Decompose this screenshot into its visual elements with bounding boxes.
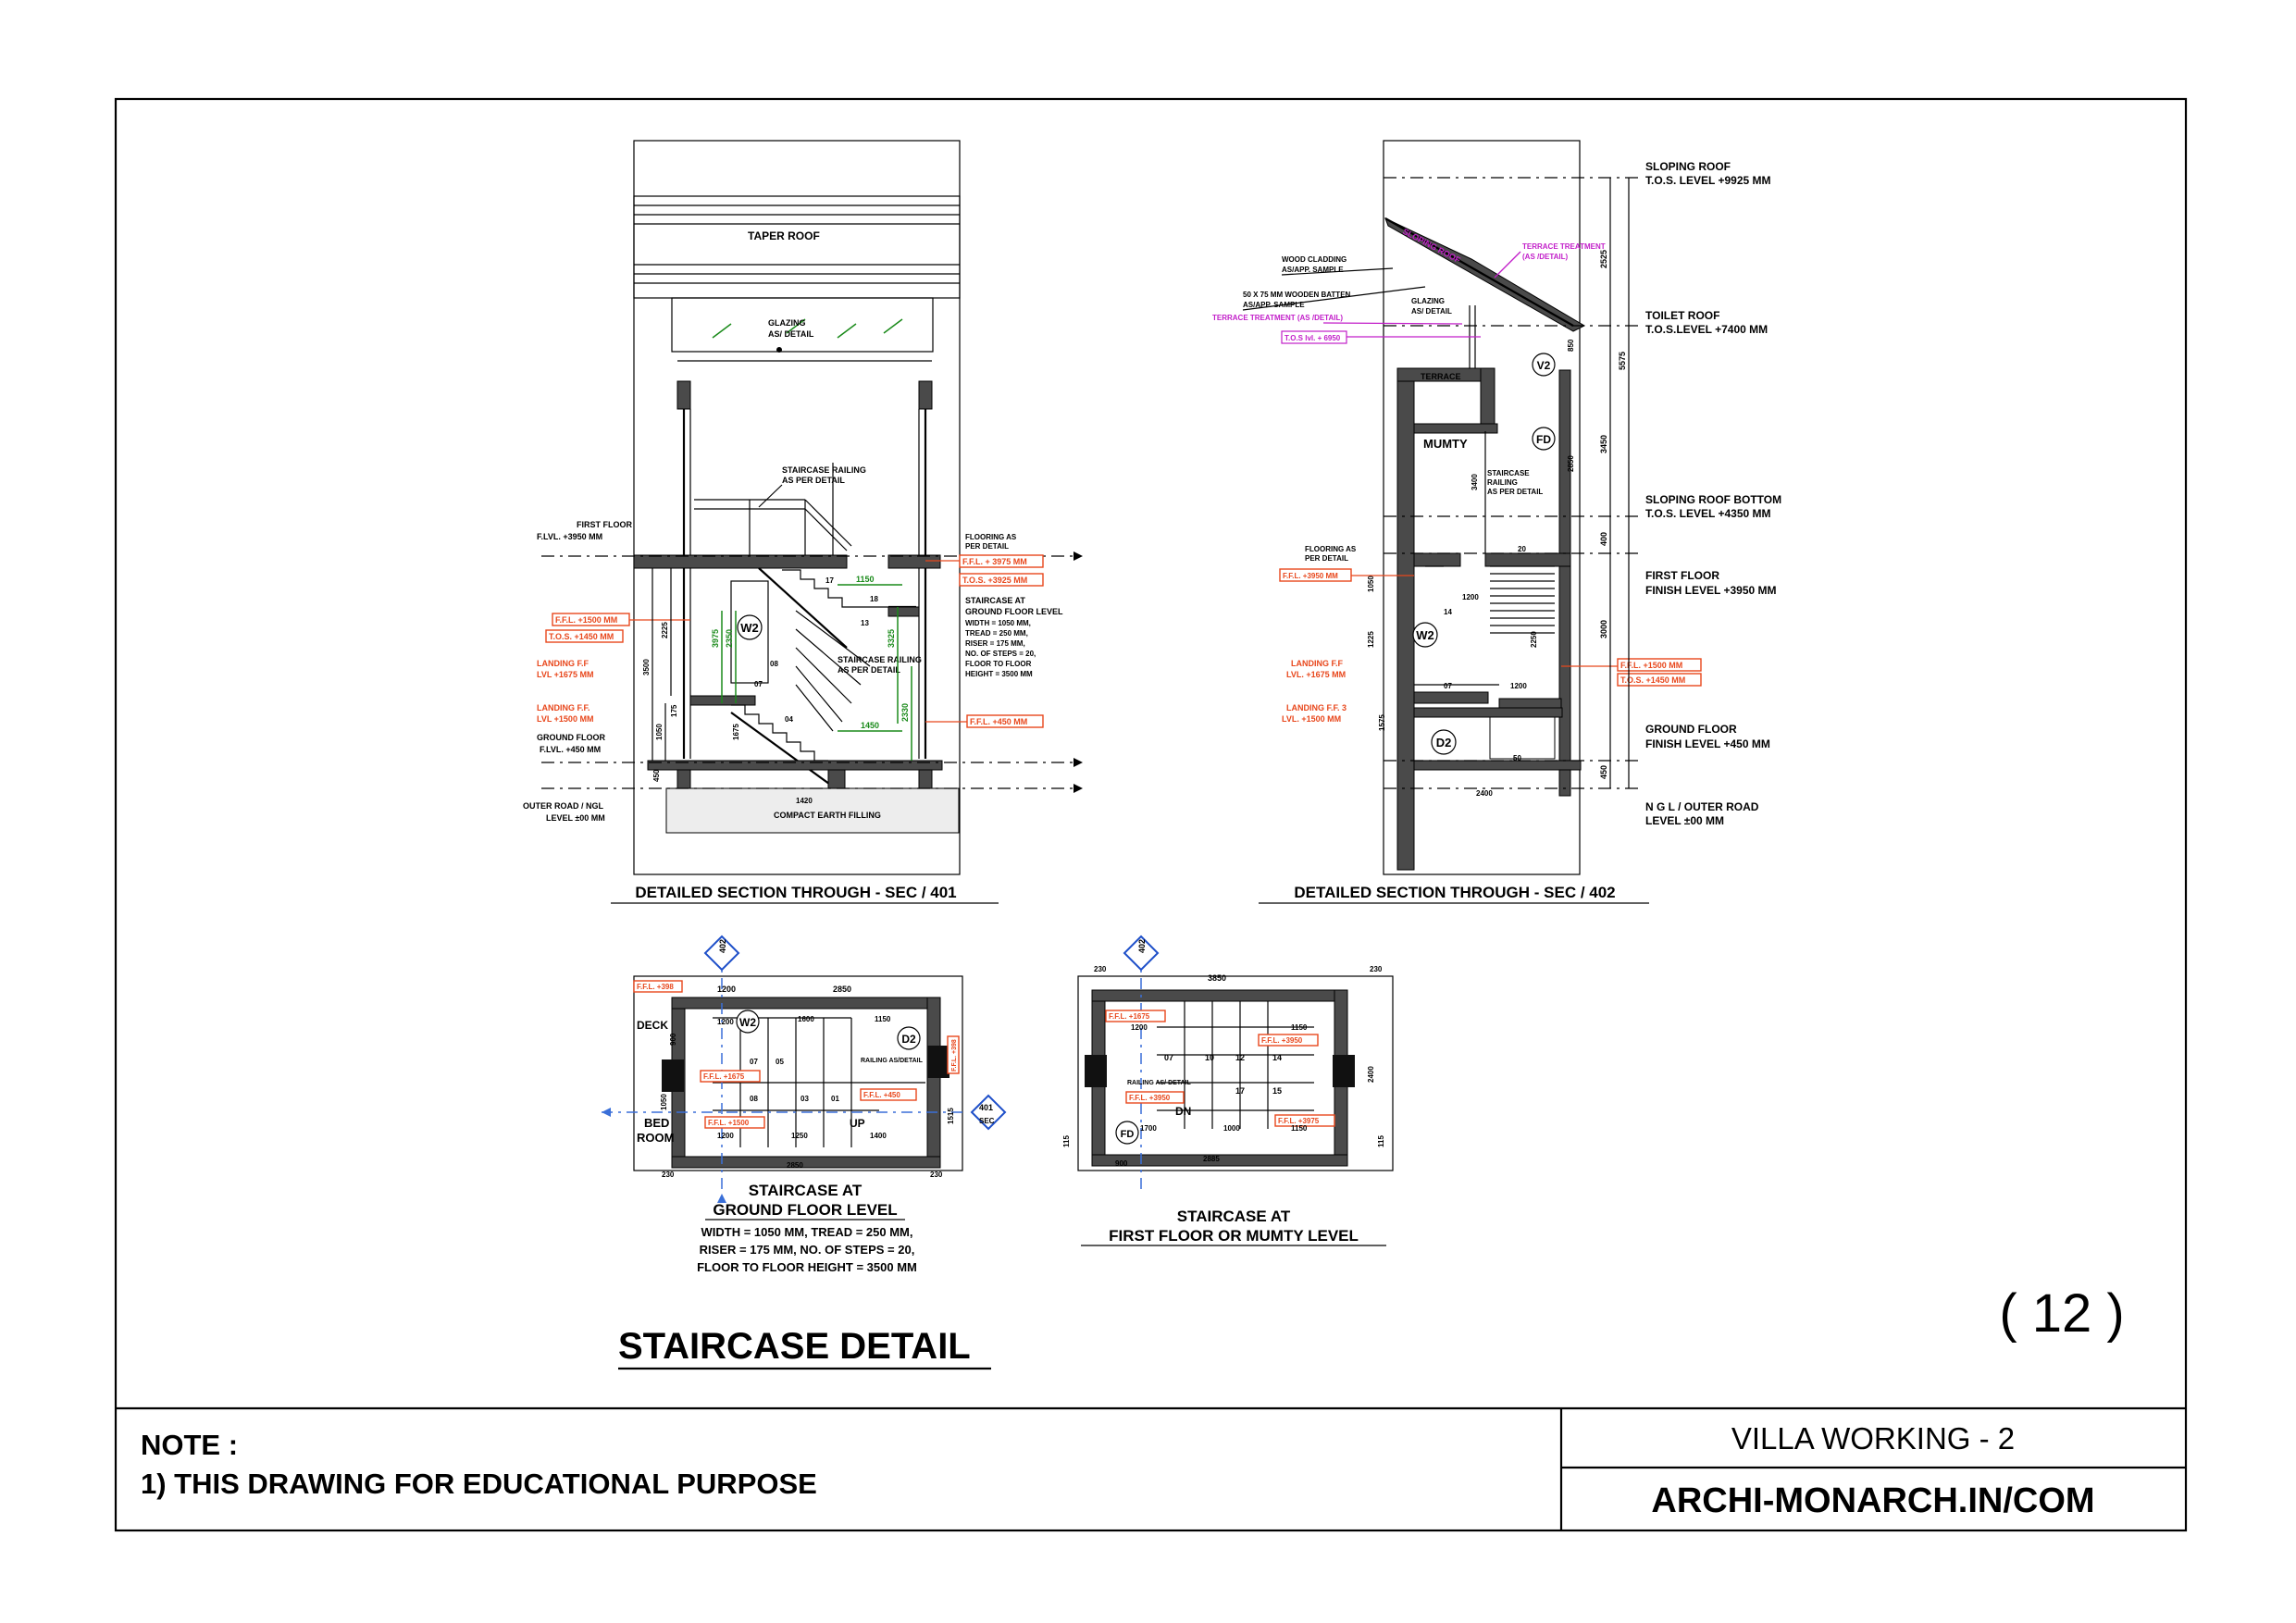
window-w2-tag: W2 xyxy=(740,621,759,635)
sec-tag-401: 401 xyxy=(979,1103,994,1112)
dim-2250-402: 2250 xyxy=(1530,631,1538,648)
fp-dim-230b: 230 xyxy=(1370,965,1383,973)
step-14-402: 14 xyxy=(1444,608,1452,616)
fp-dim-115: 115 xyxy=(1062,1135,1071,1147)
landing-1-value: LVL +1675 MM xyxy=(537,670,594,679)
road-level-value: LEVEL ±00 MM xyxy=(546,813,605,823)
plan-tag-398: F.F.L. +398 xyxy=(637,983,674,991)
level-first-floor-value: FINISH LEVEL +3950 MM xyxy=(1645,584,1777,597)
level-toilet-roof-value: T.O.S.LEVEL +7400 MM xyxy=(1645,323,1769,336)
sheet-border xyxy=(116,99,2186,1530)
railing-402-label-2: RAILING xyxy=(1487,478,1518,487)
section-402 xyxy=(1212,141,1781,903)
gp-caption-2: GROUND FLOOR LEVEL xyxy=(713,1201,898,1219)
flooring-402-label-2: PER DETAIL xyxy=(1305,554,1348,563)
step-04: 04 xyxy=(785,715,793,724)
railing-402-label: STAIRCASE xyxy=(1487,469,1530,477)
terrace-treatment-tag-2: (AS /DETAIL) xyxy=(1522,253,1569,261)
step-17: 17 xyxy=(825,576,834,585)
dim-2400: 2400 xyxy=(1476,789,1493,798)
fp-step-15: 15 xyxy=(1272,1086,1283,1096)
fp-caption-1: STAIRCASE AT xyxy=(1176,1208,1291,1225)
dim-400: 400 xyxy=(1599,531,1608,546)
dim-175: 175 xyxy=(670,704,678,717)
dim-3000: 3000 xyxy=(1599,619,1608,638)
level-ngl-value: LEVEL ±00 MM xyxy=(1645,814,1725,827)
sloping-roof-tag: SLOPING ROOF xyxy=(1401,226,1462,266)
gp-dim-1400: 1400 xyxy=(870,1132,887,1140)
gp-spec-2: RISER = 175 MM, NO. OF STEPS = 20, xyxy=(699,1243,915,1257)
stair-spec-7: FLOOR TO FLOOR xyxy=(965,660,1032,668)
dim-50-402: 50 xyxy=(1513,754,1521,762)
gp-dim-230: 230 xyxy=(662,1171,675,1179)
first-floor-level-value: F.LVL. +3950 MM xyxy=(537,532,603,541)
landing-402-2: LANDING F.F. 3 xyxy=(1286,703,1347,712)
project-name: VILLA WORKING - 2 xyxy=(1731,1421,2016,1456)
dim-1050-402: 1050 xyxy=(1367,576,1375,592)
tag-v2: V2 xyxy=(1536,359,1551,372)
dim-2350: 2350 xyxy=(725,628,734,648)
landing-402-2-value: LVL. +1500 MM xyxy=(1282,714,1342,724)
gp-step-01: 01 xyxy=(831,1095,839,1103)
dim-1225-402: 1225 xyxy=(1367,631,1375,648)
plan-tag-450: F.F.L. +450 xyxy=(863,1091,900,1099)
roof-hatch xyxy=(634,205,960,283)
gp-dim-900: 900 xyxy=(669,1033,677,1046)
gp-dim-1200b: 1200 xyxy=(717,1018,734,1026)
stair-spec-1: STAIRCASE AT xyxy=(965,596,1025,605)
dim-450-402: 450 xyxy=(1599,764,1608,779)
gp-dim-1200: 1200 xyxy=(717,985,737,994)
sec-tag-402-first: 402 xyxy=(1137,938,1147,953)
fp-tag-1675: F.F.L. +1675 xyxy=(1109,1012,1150,1021)
landing-402-1: LANDING F.F xyxy=(1291,659,1343,668)
gp-dim-1050: 1050 xyxy=(660,1094,668,1110)
fp-tag-3950b: F.F.L. +3950 xyxy=(1129,1094,1171,1102)
railing-top xyxy=(694,500,851,555)
stair-spec-4: TREAD = 250 MM, xyxy=(965,629,1028,638)
step-20-402: 20 xyxy=(1518,545,1526,553)
plan-first-floor xyxy=(1062,936,1393,1245)
dim-1150: 1150 xyxy=(856,575,875,584)
flooring-label-2: PER DETAIL xyxy=(965,542,1009,551)
fp-dim-1150: 1150 xyxy=(1291,1023,1308,1032)
bed-label: BED xyxy=(644,1116,670,1130)
level-ground-floor-value: FINISH LEVEL +450 MM xyxy=(1645,737,1770,750)
landing-2-label: LANDING F.F. xyxy=(537,703,590,712)
gp-step-08: 08 xyxy=(750,1095,758,1103)
dim-3400-402: 3400 xyxy=(1471,474,1479,490)
dim-3975: 3975 xyxy=(711,628,720,648)
ground-floor-level-value: F.LVL. +450 MM xyxy=(540,745,602,754)
deck-label: DECK xyxy=(637,1019,669,1032)
gp-dim-1150: 1150 xyxy=(875,1015,891,1023)
dim-1050: 1050 xyxy=(655,724,664,740)
fp-dim-1150b: 1150 xyxy=(1291,1124,1308,1133)
fp-dim-1000: 1000 xyxy=(1223,1124,1240,1133)
taper-roof-label: TAPER ROOF xyxy=(748,229,820,242)
tag-ffl-3975: F.F.L. + 3975 MM xyxy=(962,557,1027,566)
mumty-label: MUMTY xyxy=(1423,437,1468,451)
dim-1675: 1675 xyxy=(732,724,740,740)
glazing-402-label-2: AS/ DETAIL xyxy=(1411,307,1452,316)
railing-top-label-2: AS PER DETAIL xyxy=(782,476,845,485)
note-heading: NOTE : xyxy=(141,1429,239,1461)
railing-top-label: STAIRCASE RAILING xyxy=(782,465,866,475)
fp-step-10: 10 xyxy=(1205,1053,1215,1062)
batten-label: 50 X 75 MM WOODEN BATTEN xyxy=(1243,291,1351,299)
dim-850-402: 850 xyxy=(1567,339,1575,352)
dim-450: 450 xyxy=(652,769,661,782)
level-roof-bottom-value: T.O.S. LEVEL +4350 MM xyxy=(1645,507,1771,520)
tag-w2: W2 xyxy=(1416,628,1434,642)
fp-dim-115b: 115 xyxy=(1377,1135,1385,1147)
dim-2525: 2525 xyxy=(1599,249,1608,268)
road-level: OUTER ROAD / NGL xyxy=(523,801,603,811)
note-line: 1) THIS DRAWING FOR EDUCATIONAL PURPOSE xyxy=(141,1468,817,1500)
glazing-label-2: AS/ DETAIL xyxy=(768,329,814,339)
level-toilet-roof: TOILET ROOF xyxy=(1645,309,1720,322)
up-label: UP xyxy=(850,1117,865,1130)
level-sloping-roof-value: T.O.S. LEVEL +9925 MM xyxy=(1645,174,1771,187)
railing-first-label: RAILING AS/ DETAIL xyxy=(1127,1080,1191,1086)
railing-plan-label: RAILING AS/DETAIL xyxy=(861,1058,923,1064)
fp-caption-2: FIRST FLOOR OR MUMTY LEVEL xyxy=(1109,1227,1359,1245)
terrace-treatment-left: TERRACE TREATMENT (AS /DETAIL) xyxy=(1212,314,1344,322)
stair-spec-8: HEIGHT = 3500 MM xyxy=(965,670,1033,678)
website: ARCHI-MONARCH.IN/COM xyxy=(1651,1481,2095,1520)
landing-2-value: LVL +1500 MM xyxy=(537,714,594,724)
landing-402-1-value: LVL. +1675 MM xyxy=(1286,670,1347,679)
level-sloping-roof: SLOPING ROOF xyxy=(1645,160,1731,173)
railing-402-label-3: AS PER DETAIL xyxy=(1487,488,1544,496)
room-label: ROOM xyxy=(637,1131,675,1145)
fp-dim-2400: 2400 xyxy=(1367,1066,1375,1083)
tag-402-ffl-1500: F.F.L. +1500 MM xyxy=(1620,661,1683,670)
first-floor-level: FIRST FLOOR xyxy=(577,520,632,529)
fp-dim-230: 230 xyxy=(1094,965,1107,973)
dim-1200-402: 1200 xyxy=(1462,593,1479,601)
section-402-caption: DETAILED SECTION THROUGH - SEC / 402 xyxy=(1294,884,1616,901)
gp-step-05: 05 xyxy=(776,1058,784,1066)
sec-tag-402-ground: 402 xyxy=(718,938,727,953)
dim-2225: 2225 xyxy=(661,622,669,638)
tag-tos-3925: T.O.S. +3925 MM xyxy=(962,576,1028,585)
gp-dim-1250: 1250 xyxy=(791,1132,808,1140)
plan-tag-1675: F.F.L. +1675 xyxy=(703,1072,745,1081)
terrace-treatment-tag: TERRACE TREATMENT xyxy=(1522,242,1606,251)
sec-word: SEC xyxy=(979,1117,995,1125)
gp-dim-1200c: 1200 xyxy=(717,1132,734,1140)
gp-dim-2850b: 2850 xyxy=(787,1161,803,1170)
step-07-402: 07 xyxy=(1444,682,1452,690)
fp-step-12: 12 xyxy=(1235,1053,1246,1062)
gp-caption-1: STAIRCASE AT xyxy=(748,1182,863,1199)
step-18: 18 xyxy=(870,595,878,603)
dim-3500: 3500 xyxy=(642,659,651,675)
wood-cladding-label-2: AS/APP. SAMPLE xyxy=(1282,266,1344,274)
gp-step-07: 07 xyxy=(750,1058,758,1066)
level-roof-bottom: SLOPING ROOF BOTTOM xyxy=(1645,493,1782,506)
gp-spec-3: FLOOR TO FLOOR HEIGHT = 3500 MM xyxy=(697,1260,917,1274)
fp-step-14: 14 xyxy=(1272,1053,1283,1062)
dim-1420: 1420 xyxy=(796,797,813,805)
gp-spec-1: WIDTH = 1050 MM, TREAD = 250 MM, xyxy=(701,1225,913,1239)
page-number: ( 12 ) xyxy=(1999,1283,2125,1344)
railing-mid-label: STAIRCASE RAILING xyxy=(838,655,922,664)
fp-step-17: 17 xyxy=(1235,1086,1246,1096)
fp-dim-900: 900 xyxy=(1115,1159,1128,1168)
level-ground-floor: GROUND FLOOR xyxy=(1645,723,1737,736)
railing-mid-label-2: AS PER DETAIL xyxy=(838,665,900,675)
tag-402-ffl-3950: F.F.L. +3950 MM xyxy=(1283,572,1338,580)
fp-step-07: 07 xyxy=(1164,1053,1174,1062)
flooring-label: FLOORING AS xyxy=(965,533,1017,541)
main-title: STAIRCASE DETAIL xyxy=(618,1326,971,1367)
stair-spec-6: NO. OF STEPS = 20, xyxy=(965,650,1036,658)
stair-spec-2: GROUND FLOOR LEVEL xyxy=(965,607,1063,616)
step-13: 13 xyxy=(861,619,869,627)
dim-2850-402: 2850 xyxy=(1567,455,1575,472)
step-08: 08 xyxy=(770,660,778,668)
tos-tag-6950: T.O.S lvl. + 6950 xyxy=(1285,334,1341,342)
dn-label: DN xyxy=(1175,1105,1192,1118)
plan-tag-398-right: F.F.L. +398 xyxy=(951,1039,958,1072)
plan-w2: W2 xyxy=(739,1016,756,1029)
dim-5575: 5575 xyxy=(1618,351,1627,370)
gp-dim-2850: 2850 xyxy=(833,985,852,994)
tag-402-tos-1450: T.O.S. +1450 MM xyxy=(1620,675,1686,685)
dim-3450: 3450 xyxy=(1599,434,1608,453)
plan-ground-floor xyxy=(602,936,1005,1274)
gp-dim-1600: 1600 xyxy=(798,1015,814,1023)
section-401-caption: DETAILED SECTION THROUGH - SEC / 401 xyxy=(635,884,957,901)
tag-tos-1450: T.O.S. +1450 MM xyxy=(549,632,614,641)
dim-1575-402: 1575 xyxy=(1378,714,1386,731)
plan-d2: D2 xyxy=(901,1033,916,1046)
fp-dim-1700: 1700 xyxy=(1140,1124,1157,1133)
section-401 xyxy=(523,141,1083,903)
fp-dim-1200: 1200 xyxy=(1131,1023,1148,1032)
gp-dim-230b: 230 xyxy=(930,1171,943,1179)
dim-3325: 3325 xyxy=(887,628,896,648)
first-plan-fd: FD xyxy=(1120,1129,1135,1140)
fp-tag-3950: F.F.L. +3950 xyxy=(1261,1036,1303,1045)
fp-tag-3975: F.F.L. +3975 xyxy=(1278,1117,1320,1125)
wood-cladding-label: WOOD CLADDING xyxy=(1282,255,1347,264)
tag-ffl-1500: F.F.L. +1500 MM xyxy=(555,615,618,625)
level-first-floor: FIRST FLOOR xyxy=(1645,569,1719,582)
glazing-402-label: GLAZING xyxy=(1411,297,1445,305)
plan-tag-1500: F.F.L. +1500 xyxy=(708,1119,750,1127)
fp-dim-3850: 3850 xyxy=(1208,973,1227,983)
gp-dim-1515: 1515 xyxy=(947,1108,955,1124)
dim-2330: 2330 xyxy=(900,702,910,722)
tag-fd: FD xyxy=(1536,433,1551,446)
batten-label-2: AS/APP. SAMPLE xyxy=(1243,301,1305,309)
flooring-402-label: FLOORING AS xyxy=(1305,545,1357,553)
landing-1-label: LANDING F.F xyxy=(537,659,589,668)
level-ngl: N G L / OUTER ROAD xyxy=(1645,800,1759,813)
ground-floor-level: GROUND FLOOR xyxy=(537,733,605,742)
tag-d2: D2 xyxy=(1435,736,1452,750)
tag-ffl-450: F.F.L. +450 MM xyxy=(970,717,1028,726)
dim-1200b-402: 1200 xyxy=(1510,682,1527,690)
step-07: 07 xyxy=(754,680,763,688)
earth-filling-label: COMPACT EARTH FILLING xyxy=(774,811,881,820)
fp-dim-2885: 2885 xyxy=(1203,1155,1220,1163)
terrace-label: TERRACE xyxy=(1421,372,1461,381)
stair-spec-3: WIDTH = 1050 MM, xyxy=(965,619,1031,627)
stair-spec-5: RISER = 175 MM, xyxy=(965,639,1025,648)
gp-step-03: 03 xyxy=(800,1095,809,1103)
dim-1450: 1450 xyxy=(861,721,880,730)
glazing-label: GLAZING xyxy=(768,318,806,328)
